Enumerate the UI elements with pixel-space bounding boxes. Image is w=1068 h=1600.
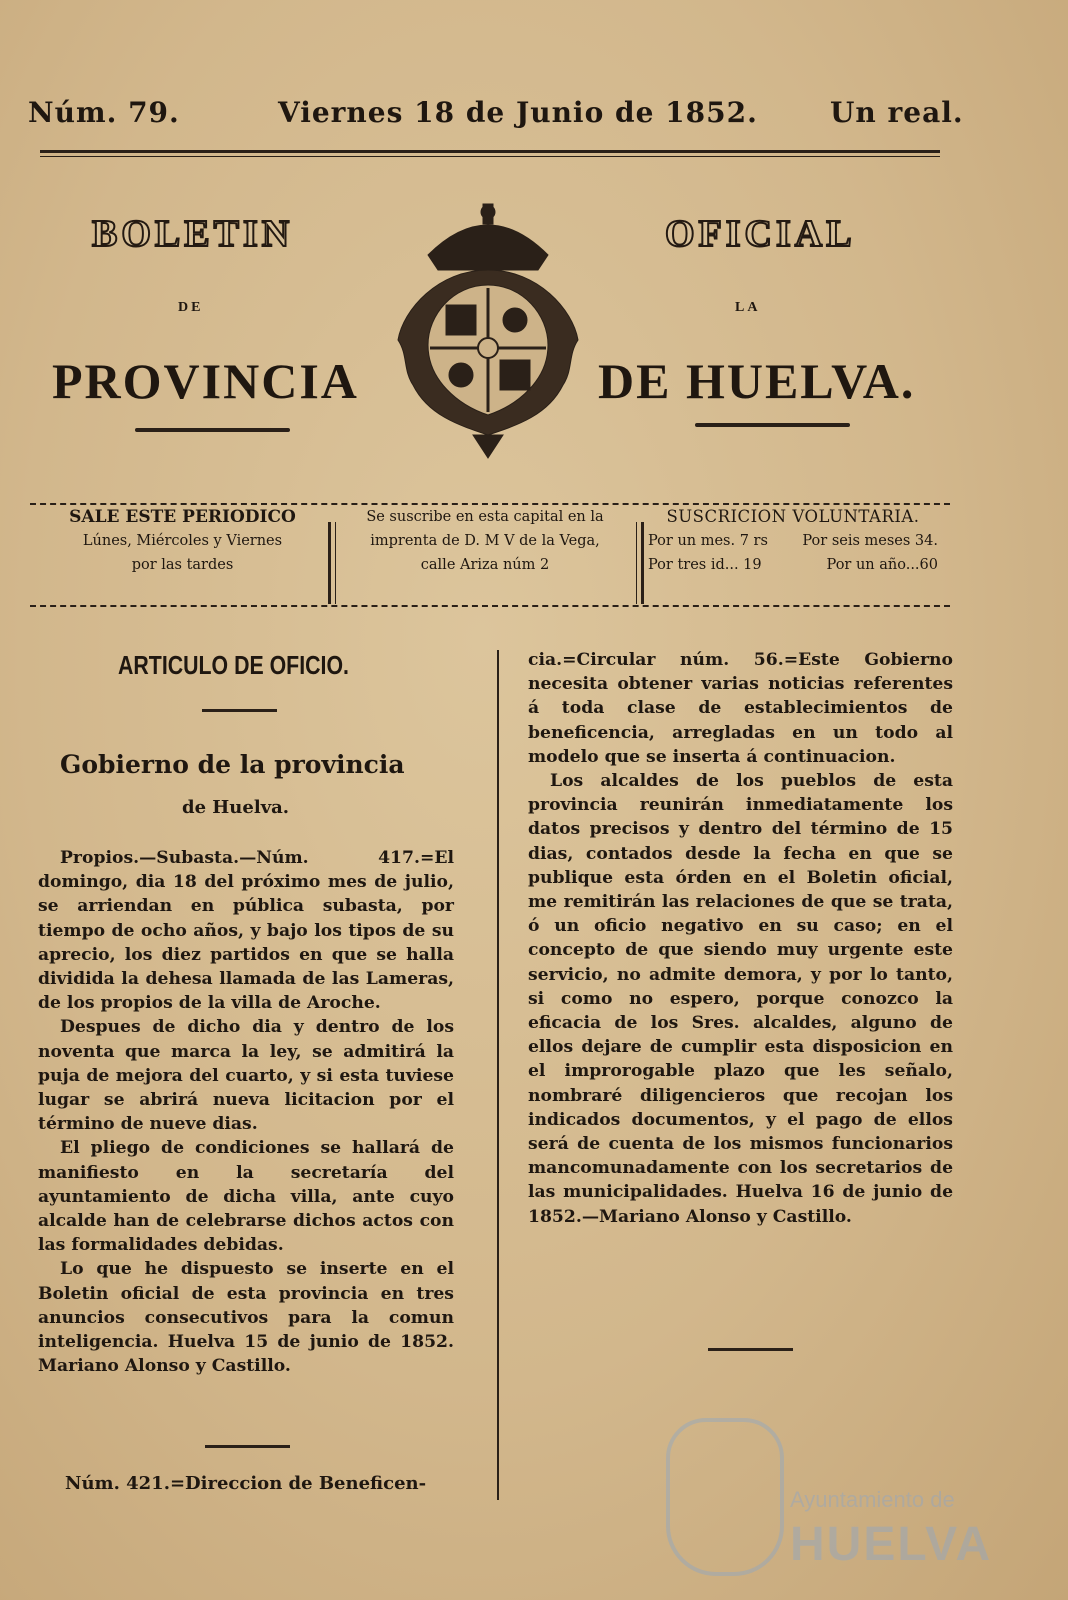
section-title: ARTICULO DE OFICIO. — [118, 650, 349, 680]
column-divider — [497, 650, 499, 1500]
masthead-flourish-left — [135, 428, 290, 432]
issue-price: Un real. — [830, 96, 964, 129]
info-center-line3: calle Ariza núm 2 — [420, 557, 550, 573]
paragraph: Despues de dicho dia y dentro de los noventa que marca la ley, se admitirá la puja de mejora del cuarto, y si esta tuviese lugar se abrirá nueva licitacion por el término de nueve dias. — [38, 1017, 454, 1135]
issue-number: Núm. 79. — [28, 96, 180, 129]
section-rule — [202, 709, 277, 712]
header-rule-thin — [40, 156, 940, 157]
left-article-body — [38, 846, 454, 1378]
paragraph: Los alcaldes de los pueblos de esta provincia reunirán inmediatamente los datos precisos y dentro del término de 15 dias, contados desde la fecha en que se publique esta órden en el Boletin oficial, me remitirán las relaciones de que se trata, ó un oficio negativo en su caso; en el concepto de que siendo muy urgente este servicio, no admite demora, y por lo tanto, si como no espero, porque conozco la eficacia de los Sres. alcaldes, alguno de ellos dejare de cumplir esta disposicion en el improrogable plazo que les señalo, nombraré diligencieros que recojan los indicados documentos, y el pago de ellos será de cuenta de los mismos funcionarios mancomunadamente con los secretarios de las municipalidades. Huelva 16 de junio de 1852.—Mariano Alonso y Castillo. — [528, 771, 953, 1227]
info-left-title: SALE ESTE PERIODICO — [69, 507, 296, 527]
coat-of-arms-emblem — [388, 200, 588, 460]
paragraph: cia.=Circular núm. 56.=Este Gobierno necesita obtener varias noticias referentes á toda clase de establecimientos de beneficencia, arregladas en un todo al modelo que se inserta á continuacion. — [528, 650, 953, 767]
info-right-title: SUSCRICION VOLUNTARIA. — [666, 507, 920, 526]
rate-three-months: Por tres id... 19 — [648, 557, 762, 573]
next-article-start: Núm. 421.=Direccion de Beneficen- — [65, 1473, 427, 1494]
right-end-rule — [708, 1348, 793, 1351]
info-center-line2: imprenta de D. M V de la Vega, — [370, 533, 600, 549]
rate-row — [648, 529, 938, 553]
info-divider-1 — [328, 522, 331, 604]
watermark-line1: Ayuntamiento de — [790, 1487, 955, 1512]
masthead-de: DE — [178, 300, 204, 315]
info-divider-1b — [335, 522, 336, 604]
info-subscription-place — [345, 505, 625, 605]
info-publication-days — [60, 505, 305, 605]
info-divider-2b — [641, 522, 644, 604]
masthead-provincia: PROVINCIA — [52, 353, 359, 409]
rate-one-month: Por un mes. 7 rs — [648, 533, 768, 549]
info-subscription-rates — [648, 505, 938, 605]
rate-one-year: Por un año...60 — [826, 557, 938, 573]
paragraph: Lo que he dispuesto se inserte en el Boletin oficial de esta provincia en tres anuncios consecutivos para la comun inteligencia. Huelva 15 de junio de 1852. Mariano Alonso y Castillo. — [38, 1259, 454, 1377]
info-bar-bottom-border — [30, 605, 950, 611]
rate-six-months: Por seis meses 34. — [802, 533, 938, 549]
info-center-line1: Se suscribe en esta capital en la — [366, 509, 604, 525]
article-subheading: de Huelva. — [182, 797, 290, 818]
info-left-days: Lúnes, Miércoles y Viernes — [82, 533, 283, 549]
info-left-time: por las tardes — [131, 557, 234, 573]
masthead-flourish-right — [695, 423, 850, 427]
masthead-boletin: BOLETIN — [92, 213, 294, 255]
masthead-la: LA — [735, 300, 761, 315]
paragraph: El pliego de condiciones se hallará de manifiesto en la secretaría del ayuntamiento de dicha villa, ante cuyo alcalde han de celebrarse dichos actos con las formalidades debidas. — [38, 1138, 454, 1256]
masthead-de-huelva: DE HUELVA. — [598, 353, 916, 409]
issue-date: Viernes 18 de Junio de 1852. — [278, 96, 758, 129]
watermark-shield-icon — [666, 1418, 784, 1576]
paragraph: Propios.—Subasta.—Núm. 417.=El domingo, dia 18 del próximo mes de julio, se arriendan en pública subasta, por tiempo de ocho años, y bajo los tipos de su aprecio, los diez partidos en que se halla dividida la dehesa llamada de las Lameras, de los propios de la villa de Aroche. — [38, 848, 454, 1014]
header-rule — [40, 150, 940, 153]
masthead-oficial: OFICIAL — [665, 213, 856, 255]
info-divider-2 — [636, 522, 637, 604]
crown-icon — [428, 225, 548, 270]
right-article-body — [528, 648, 953, 1229]
article-heading: Gobierno de la provincia — [60, 750, 405, 779]
rate-row — [648, 553, 938, 577]
watermark-line2: HUELVA — [790, 1518, 993, 1571]
article-end-rule — [205, 1445, 290, 1448]
